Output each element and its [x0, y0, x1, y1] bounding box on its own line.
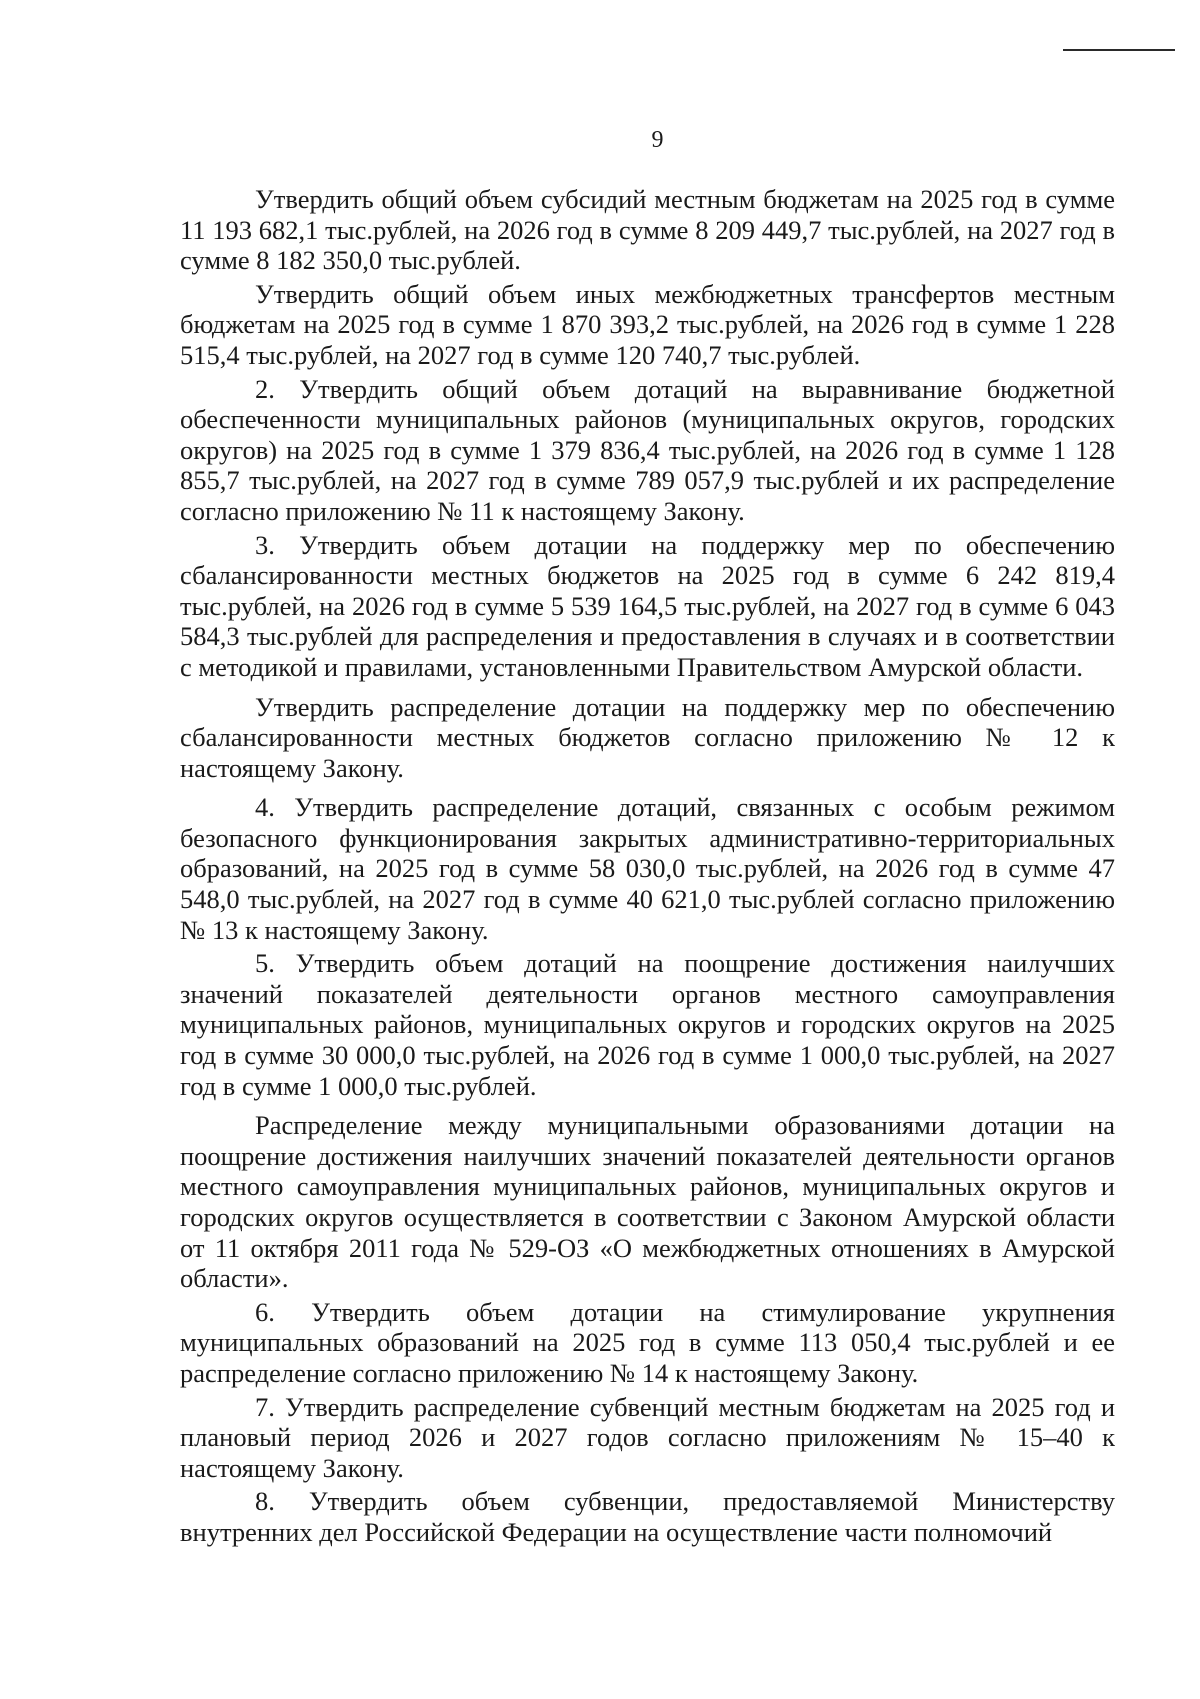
page-number: 9	[651, 127, 664, 153]
paragraph-item-5-distribution: Распределение между муниципальными образованиями дотации на поощрение достижения наилучших значений показателей деятельности органов местного самоуправления муниципальных районов, муниципальных округов и городских округов осуществляется в соответствии с Законом Амурской области от 11 октября 2011 года № 529-ОЗ «О межбюджетных отношениях в Амурской области».	[180, 1110, 1115, 1294]
document-body	[180, 184, 1115, 1551]
paragraph-item-3-distribution: Утвердить распределение дотации на поддержку мер по обеспечению сбалансированности местных бюджетов согласно приложению № 12 к настоящему Закону.	[180, 691, 1115, 783]
paragraph-item-3: 3. Утвердить объем дотации на поддержку мер по обеспечению сбалансированности местных бюджетов на 2025 год в сумме 6 242 819,4 тыс.рублей, на 2026 год в сумме 5 539 164,5 тыс.рублей, на 2027 год в сумме 6 043 584,3 тыс.рублей для распределения и предоставления в случаях и в соответствии с методикой и правилами, установленными Правительством Амурской области.	[180, 529, 1115, 682]
paragraph-item-4: 4. Утвердить распределение дотаций, связанных с особым режимом безопасного функционирования закрытых административно-территориальных образований, на 2025 год в сумме 58 030,0 тыс.рублей, на 2026 год в сумме 47 548,0 тыс.рублей, на 2027 год в сумме 40 621,0 тыс.рублей согласно приложению № 13 к настоящему Закону.	[180, 792, 1115, 945]
paragraph-item-5: 5. Утвердить объем дотаций на поощрение достижения наилучших значений показателей деятельности органов местного самоуправления муниципальных районов, муниципальных округов и городских округов на 2025 год в сумме 30 000,0 тыс.рублей, на 2026 год в сумме 1 000,0 тыс.рублей, на 2027 год в сумме 1 000,0 тыс.рублей.	[180, 948, 1115, 1101]
paragraph-subsidies: Утвердить общий объем субсидий местным бюджетам на 2025 год в сумме 11 193 682,1 тыс.рублей, на 2026 год в сумме 8 209 449,7 тыс.рублей, на 2027 год в сумме 8 182 350,0 тыс.рублей.	[180, 184, 1115, 276]
paragraph-item-6: 6. Утвердить объем дотации на стимулирование укрупнения муниципальных образований на 2025 год в сумме 113 050,4 тыс.рублей и ее распределение согласно приложению № 14 к настоящему Закону.	[180, 1296, 1115, 1388]
paragraph-item-7: 7. Утвердить распределение субвенций местным бюджетам на 2025 год и плановый период 2026 и 2027 годов согласно приложениям № 15–40 к настоящему Закону.	[180, 1391, 1115, 1483]
paragraph-item-2: 2. Утвердить общий объем дотаций на выравнивание бюджетной обеспеченности муниципальных районов (муниципальных округов, городских округов) на 2025 год в сумме 1 379 836,4 тыс.рублей, на 2026 год в сумме 1 128 855,7 тыс.рублей, на 2027 год в сумме 789 057,9 тыс.рублей и их распределение согласно приложению № 11 к настоящему Закону.	[180, 373, 1115, 526]
corner-rule-line	[1063, 49, 1175, 51]
paragraph-other-transfers: Утвердить общий объем иных межбюджетных трансфертов местным бюджетам на 2025 год в сумме 1 870 393,2 тыс.рублей, на 2026 год в сумме 1 228 515,4 тыс.рублей, на 2027 год в сумме 120 740,7 тыс.рублей.	[180, 278, 1115, 370]
paragraph-item-8: 8. Утвердить объем субвенции, предоставляемой Министерству внутренних дел Российской Федерации на осуществление части полномочий	[180, 1486, 1115, 1547]
